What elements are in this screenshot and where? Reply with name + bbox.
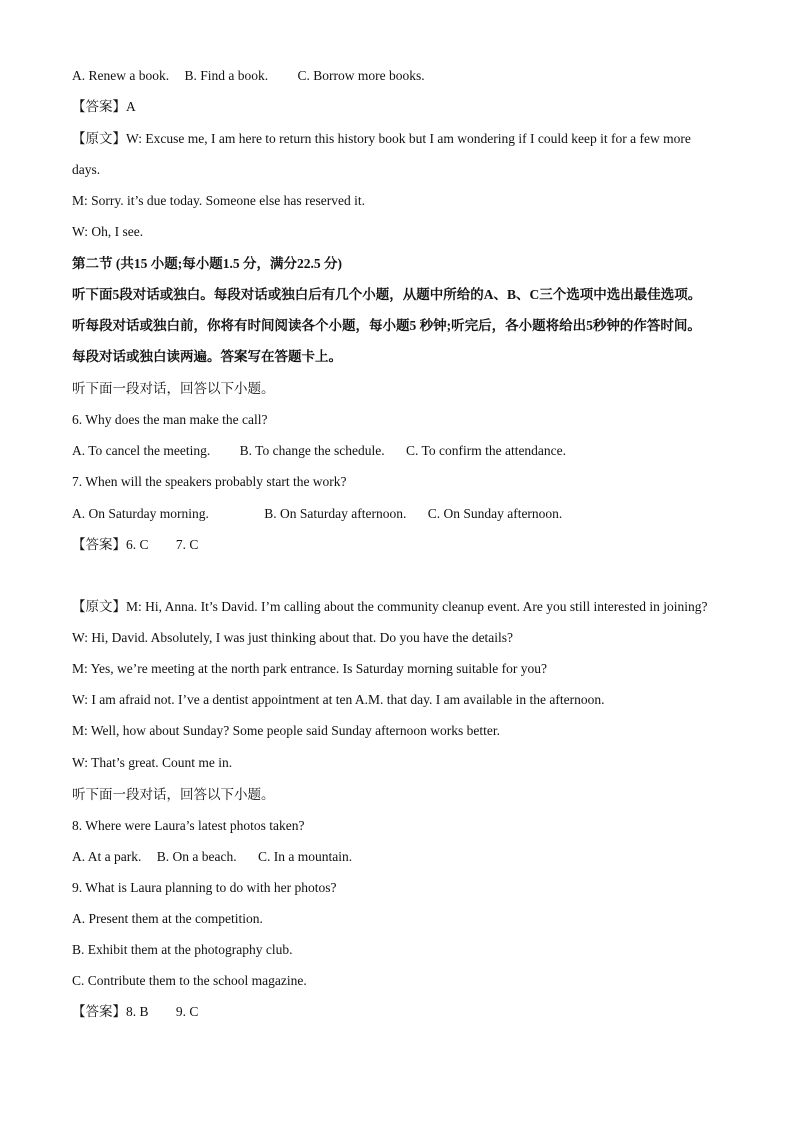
q9-option-a: A. Present them at the competition. (72, 911, 263, 926)
dialog6-script-line-3: M: Yes, we’re meeting at the north park entrance. Is Saturday morning suitable for you? (72, 661, 547, 676)
dialog6-script-line-2: W: Hi, David. Absolutely, I was just thinking about that. Do you have the details? (72, 630, 514, 645)
dialog6-script-line-6: W: That’s great. Count me in. (72, 755, 233, 770)
section-heading: 第二节 (共15 小题;每小题1.5 分，满分22.5 分) (72, 256, 342, 271)
dialog7-answer (72, 1003, 198, 1021)
dialog6-script-line-4: W: I am afraid not. I’ve a dentist appointment at ten A.M. that day. I am available in the afternoon. (72, 692, 605, 707)
q5-script-line-1 (72, 130, 691, 148)
answer-label: 【答案】 (72, 537, 126, 552)
question-8: 8. Where were Laura’s latest photos taken? (72, 818, 305, 833)
answer-7: 7. C (175, 537, 199, 552)
script-text: M: Hi, Anna. It’s David. I’m calling about the community cleanup event. Are you still interested in joining? (126, 599, 708, 614)
q7-option-b: B. On Saturday afternoon. (264, 506, 407, 521)
q5-answer: 【答案】A (72, 99, 136, 114)
dialog6-answer (72, 536, 198, 554)
q6-options (72, 442, 566, 460)
question-9: 9. What is Laura planning to do with her photos? (72, 880, 337, 895)
q6-option-a: A. To cancel the meeting. (72, 443, 211, 458)
q6-option-c: C. To confirm the attendance. (406, 443, 567, 458)
dialog-intro: 听下面一段对话，回答以下小题。 (72, 787, 275, 802)
answer-9: 9. C (175, 1004, 199, 1019)
dialog-intro: 听下面一段对话，回答以下小题。 (72, 381, 275, 396)
q5-script-line-1-cont: days. (72, 162, 101, 177)
answer-8: 8. B (126, 1004, 149, 1019)
answer-label: 【答案】 (72, 1004, 126, 1019)
q5-option-c: C. Borrow more books. (297, 68, 425, 83)
q8-options (72, 848, 352, 866)
script-label: 【原文】 (72, 131, 126, 146)
question-6: 6. Why does the man make the call? (72, 412, 268, 427)
q6-option-b: B. To change the schedule. (239, 443, 385, 458)
q9-option-c: C. Contribute them to the school magazine. (72, 973, 307, 988)
section-instruction-1: 听下面5段对话或独白。每段对话或独白后有几个小题，从题中所给的A、B、C三个选项中选出最佳选项。 (72, 287, 702, 302)
q8-option-b: B. On a beach. (156, 849, 237, 864)
q5-option-b: B. Find a book. (184, 68, 269, 83)
script-text: W: Excuse me, I am here to return this history book but I am wondering if I could keep it for a few more (126, 131, 691, 146)
q5-option-a: A. Renew a book. (72, 68, 170, 83)
script-label: 【原文】 (72, 599, 126, 614)
dialog6-script-line-5: M: Well, how about Sunday? Some people said Sunday afternoon works better. (72, 723, 500, 738)
section-instruction-2: 听每段对话或独白前，你将有时间阅读各个小题，每小题5 秒钟;听完后，各小题将给出5秒钟的作答时间。 (72, 318, 701, 333)
q8-option-a: A. At a park. (72, 849, 142, 864)
question-7: 7. When will the speakers probably start the work? (72, 474, 347, 489)
q5-options (72, 67, 425, 85)
dialog6-script-line-1 (72, 598, 708, 616)
q5-script-line-2: M: Sorry. it’s due today. Someone else has reserved it. (72, 193, 365, 208)
q7-option-c: C. On Sunday afternoon. (427, 506, 563, 521)
q7-options (72, 505, 562, 523)
q5-script-line-3: W: Oh, I see. (72, 224, 144, 239)
q9-option-b: B. Exhibit them at the photography club. (72, 942, 293, 957)
answer-6: 6. C (126, 537, 149, 552)
section-instruction-3: 每段对话或独白读两遍。答案写在答题卡上。 (72, 349, 342, 364)
q7-option-a: A. On Saturday morning. (72, 506, 209, 521)
q8-option-c: C. In a mountain. (257, 849, 353, 864)
